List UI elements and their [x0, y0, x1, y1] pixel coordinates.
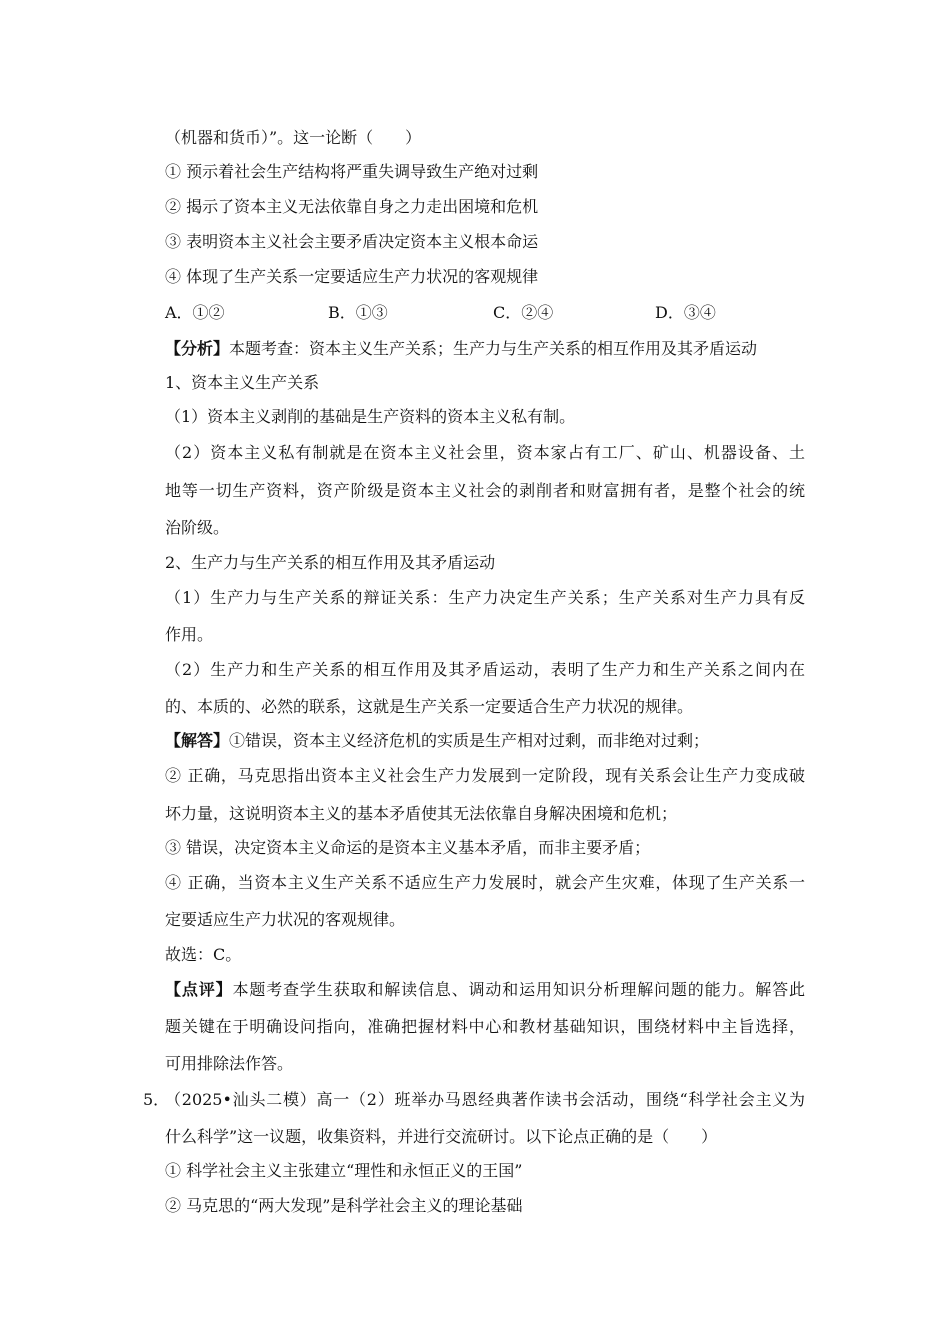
analysis-point-1-2a: （2）资本主义私有制就是在资本主义社会里，资本家占有工厂、矿山、机器设备、土: [165, 443, 805, 462]
q5-item-1: ① 科学社会主义主张建立“理性和永恒正义的王国”: [165, 1161, 523, 1180]
answer-4b: 定要适应生产力状况的客观规律。: [165, 910, 406, 929]
answer-2a: ② 正确，马克思指出资本主义社会生产力发展到一定阶段，现有关系会让生产力变成破: [165, 766, 805, 785]
answer-2b: 坏力量，这说明资本主义的基本矛盾使其无法依靠自身解决困境和危机；: [165, 804, 678, 823]
comment-c: 可用排除法作答。: [165, 1054, 294, 1073]
analysis-tag: 【分析】: [165, 339, 230, 358]
q4-item-3: ③ 表明资本主义社会主要矛盾决定资本主义根本命运: [165, 232, 539, 251]
option-c: C．②④: [493, 303, 554, 322]
answer-tag: 【解答】: [165, 731, 230, 750]
analysis-point-2-2b: 的、本质的、必然的联系，这就是生产关系一定要适合生产力状况的规律。: [165, 697, 694, 716]
analysis-point-2-2a: （2）生产力和生产关系的相互作用及其矛盾运动，表明了生产力和生产关系之间内在: [165, 660, 805, 679]
q4-item-2: ② 揭示了资本主义无法依靠自身之力走出困境和危机: [165, 197, 539, 216]
answer-3: ③ 错误，决定资本主义命运的是资本主义基本矛盾，而非主要矛盾；: [165, 838, 651, 857]
answer-4a: ④ 正确，当资本主义生产关系不适应生产力发展时，就会产生灾难，体现了生产关系一: [165, 873, 805, 892]
analysis-intro: 本题考查：资本主义生产关系；生产力与生产关系的相互作用及其矛盾运动: [229, 339, 758, 358]
q4-item-4: ④ 体现了生产关系一定要适应生产力状况的客观规律: [165, 267, 539, 286]
comment-heading: [165, 980, 805, 1000]
analysis-point-2-1b: 作用。: [165, 625, 214, 644]
answer-heading: [165, 731, 709, 751]
option-a: A．①②: [165, 303, 225, 322]
q4-item-1: ① 预示着社会生产结构将严重失调导致生产绝对过剩: [165, 162, 539, 181]
option-b: B．①③: [328, 303, 388, 322]
final-choice: 故选：C。: [165, 945, 242, 964]
option-d: D．③④: [655, 303, 716, 322]
analysis-point-1-1: （1）资本主义剥削的基础是生产资料的资本主义私有制。: [165, 407, 576, 426]
analysis-point-1-2c: 治阶级。: [165, 518, 230, 537]
analysis-point-2-1a: （1）生产力与生产关系的辩证关系：生产力决定生产关系；生产关系对生产力具有反: [165, 588, 805, 607]
analysis-point-2-title: 2、生产力与生产关系的相互作用及其矛盾运动: [165, 553, 496, 572]
q4-stem-tail: （机器和货币）”。这一论断（ ）: [165, 128, 422, 147]
analysis-heading: [165, 339, 757, 359]
comment-tag: 【点评】: [165, 980, 233, 999]
answer-1: ①错误，资本主义经济危机的实质是生产相对过剩，而非绝对过剩；: [229, 731, 710, 750]
comment-a: 本题考查学生获取和解读信息、调动和运用知识分析理解问题的能力。解答此: [232, 980, 805, 999]
q5-item-2: ② 马克思的“两大发现”是科学社会主义的理论基础: [165, 1196, 523, 1215]
analysis-point-1-2b: 地等一切生产资料，资产阶级是资本主义社会的剥削者和财富拥有者，是整个社会的统: [165, 481, 805, 500]
comment-b: 题关键在于明确设问指向，准确把握材料中心和教材基础知识，围绕材料中主旨选择，: [165, 1017, 805, 1036]
analysis-point-1-title: 1、资本主义生产关系: [165, 373, 320, 392]
q5-number: 5．: [143, 1090, 170, 1109]
q5-stem-a: （2025•汕头二模）高一（2）班举办马恩经典著作读书会活动，围绕“科学社会主义为: [165, 1090, 805, 1109]
q5-stem-b: 什么科学”这一议题，收集资料，并进行交流研讨。以下论点正确的是（ ）: [165, 1127, 718, 1146]
